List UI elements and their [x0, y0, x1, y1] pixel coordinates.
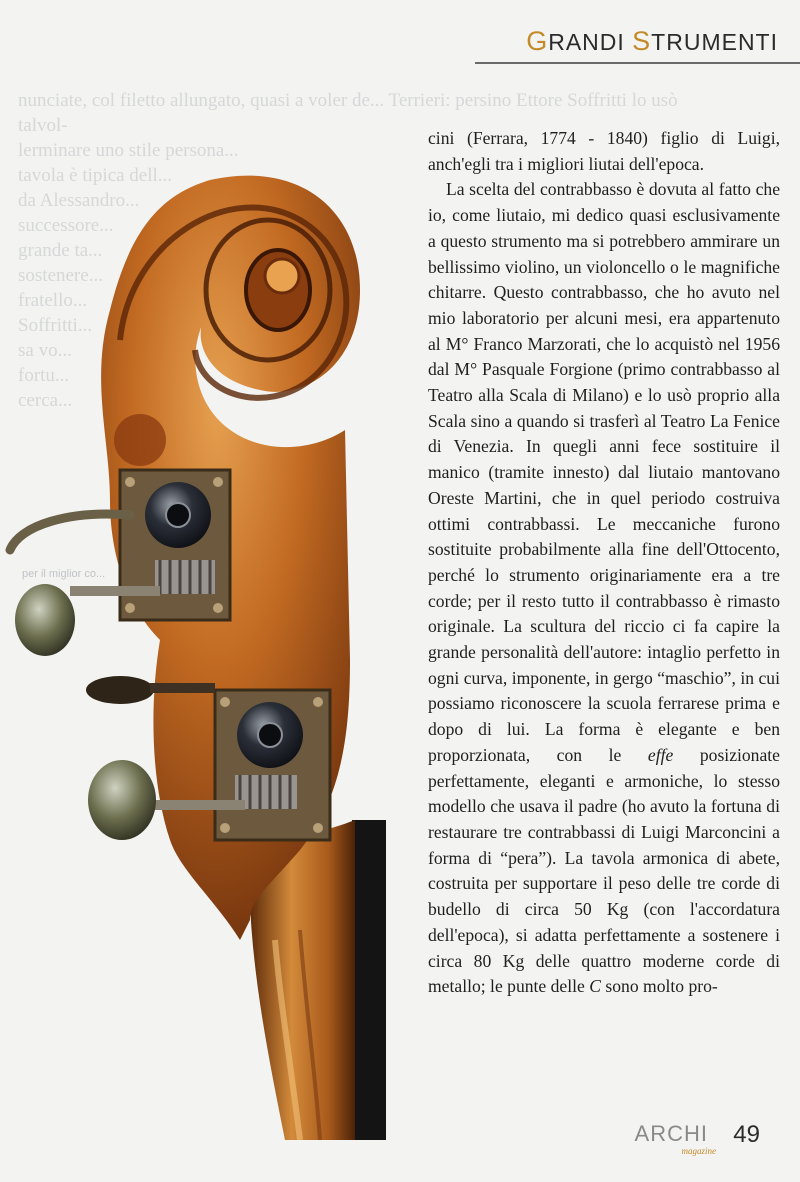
- paragraph-2: La scelta del contrabbasso è dovuta al fatto che io, come liutaio, mi dedico quasi esclusivamente a questo strumento ma si potrebbero ammirare un bellissimo violino, un violoncello o le magnifiche chitarre. Questo contrabbasso, che ho avuto nel mio laboratorio per alcuni mesi, era appartenuto al M° Franco Marzorati, che lo acquistò nel 1956 dal M° Pasquale Forgione (primo contrabbasso al Teatro alla Scala di Milano) e lo usò proprio alla Scala sino a quando si trasferì al Teatro La Fenice di Venezia. In quegli anni fece sostituire il manico (tramite innesto) dal liutaio mantovano Oreste Martini, che in quel periodo costruiva ottimi contrabbassi. Le meccaniche furono sostituite probabilmente alla fine dell'Ottocento, perché lo strumento originariamente era a tre corde; per il resto tutto il contrabbasso è rimasto originale. La scultura del riccio ci fa capire la grande personalità dell'autore: intaglio perfetto in ogni curva, imponente, in gergo “maschio”, in cui possiamo riconoscere la scuola ferrarese prima e dopo di lui. La forma è elegante e ben proporzionata, con le effe posizionate perfettamente, eleganti e armoniche, lo stesso modello che usava il padre (ho avuto la fortuna di restaurare tre contrabbassi di Luigi Marconcini a forma di “pera”). La tavola armonica di abete, costruita per supportare il peso delle tre corde di budello di circa 50 Kg (con l'accordatura dell'epoca), si adatta perfettamente a sostenere i circa 80 Kg delle quattro moderne corde di metallo; le punte delle C sono molto pro-: [428, 179, 780, 997]
- paragraph-1: cini (Ferrara, 1774 - 1840) figlio di Luigi, anch'egli tra i migliori liutai dell'epoca.: [428, 128, 780, 174]
- middle-peg-knob-icon: [86, 676, 154, 704]
- magazine-name: ARCHI: [634, 1121, 708, 1146]
- effe-term: effe: [647, 744, 674, 765]
- header-word-2: TRUMENTI: [651, 29, 778, 55]
- pegbox-dot: [114, 414, 166, 466]
- double-bass-scroll-photo: [0, 140, 420, 1140]
- header-initial-2: S: [632, 26, 652, 56]
- header-word-1: RANDI: [548, 29, 633, 55]
- fingerboard: [352, 820, 386, 1140]
- bleed-through-text: nunciate, col filetto allungato, quasi a voler de... Terrieri: persino Ettore Soffritti lo usò talvol- lerminare uno stile persona... tavola è tipica dell... da Alessandro... successore... grande ta... sostenere... fratello... Soffritti... sa vo... fortu... cerca...: [18, 90, 678, 411]
- lower-peg-knob-icon: [88, 760, 156, 840]
- section-header: [526, 26, 778, 57]
- header-initial-1: G: [526, 26, 549, 56]
- scroll-eye: [265, 259, 299, 293]
- lower-peg-shaft: [150, 800, 245, 810]
- bleed-through-caption: per il miglior co...: [22, 568, 106, 580]
- c-term: C: [589, 976, 601, 997]
- upper-peg-knob-icon: [15, 584, 75, 656]
- page-number: 49: [733, 1121, 760, 1148]
- upper-peg-shaft: [70, 586, 160, 596]
- header-rule: [475, 62, 800, 64]
- article-column: [428, 126, 780, 1000]
- magazine-tag: magazine: [681, 1146, 716, 1156]
- upper-worm-gear: [155, 560, 215, 594]
